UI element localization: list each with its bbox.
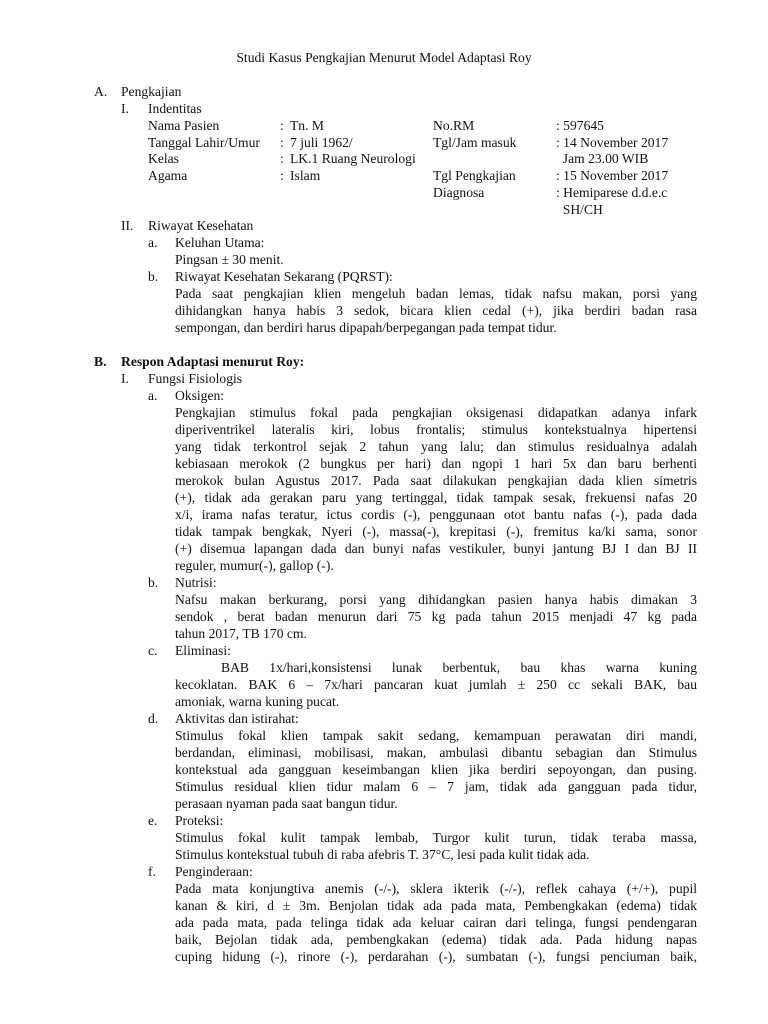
identity-value-2: : 15 November 2017 bbox=[556, 168, 669, 183]
paragraph-line: berdandan, eliminasi, mobilisasi, makan, ambulasi dibantu sebagian dan Stimulus bbox=[175, 745, 697, 760]
identity-label: Agama bbox=[148, 168, 188, 183]
item-heading: Oksigen: bbox=[175, 388, 225, 403]
history-heading: Riwayat Kesehatan bbox=[148, 218, 254, 233]
identity-label: Tanggal Lahir/Umur bbox=[148, 135, 260, 150]
chief-complaint-heading: Keluhan Utama: bbox=[175, 235, 265, 250]
identity-value-2: SH/CH bbox=[556, 202, 603, 217]
identity-value: 7 juli 1962/ bbox=[290, 135, 353, 150]
history-marker: II. bbox=[121, 218, 134, 233]
identity-separator: : bbox=[280, 135, 284, 150]
identity-value-2: : 14 November 2017 bbox=[556, 135, 669, 150]
identity-separator: : bbox=[280, 168, 284, 183]
identity-value: LK.1 Ruang Neurologi bbox=[290, 151, 416, 166]
paragraph-line: merokok bulan Agustus 2017. Pada saat dilakukan pengkajian dada klien simetris bbox=[175, 473, 697, 488]
paragraph-line: Stimulus residual klien tidur malam 6 – 7 jam, tidak ada gangguan pada tidur, bbox=[175, 779, 697, 794]
paragraph-line: Stimulus fokal klien tampak sakit sedang, kemampuan perawatan diri mandi, bbox=[175, 728, 697, 743]
paragraph-line: kanan & kiri, d ± 3m. Benjolan tidak ada pada mata, Pembengkakan (edema) tidak bbox=[175, 898, 697, 913]
paragraph-line: Pada saat pengkajian klien mengeluh badan lemas, tidak nafsu makan, porsi yang bbox=[175, 286, 697, 301]
item-marker: e. bbox=[148, 813, 158, 828]
item-heading: Proteksi: bbox=[175, 813, 224, 828]
identity-label-2: Tgl Pengkajian bbox=[433, 168, 516, 183]
paragraph-line: x/i, irama nafas teratur, ictus cordis (-), penggunaan otot bantu nafas (-), pada dada bbox=[175, 507, 697, 522]
paragraph-line: Pada mata konjungtiva anemis (-/-), sklera ikterik (-/-), reflek cahaya (+/+), pupil bbox=[175, 881, 697, 896]
identity-value-2: : 597645 bbox=[556, 118, 604, 133]
paragraph-line: perasaan nyaman pada saat bangun tidur. bbox=[175, 796, 398, 811]
paragraph-line: BAB 1x/hari,konsistensi lunak berbentuk, bau khas warna kuning bbox=[221, 660, 697, 675]
item-marker: b. bbox=[148, 575, 159, 590]
paragraph-line: kecoklatan. BAK 6 – 7x/hari pancaran kuat jumlah ± 250 cc sekali BAK, bau bbox=[175, 677, 697, 692]
item-heading: Eliminasi: bbox=[175, 643, 231, 658]
item-marker: f. bbox=[148, 864, 156, 879]
physiology-heading: Fungsi Fisiologis bbox=[148, 371, 243, 386]
paragraph-line: reguler, mumur(-), gallop (-). bbox=[175, 558, 334, 573]
current-history-heading: Riwayat Kesehatan Sekarang (PQRST): bbox=[175, 269, 393, 284]
paragraph-line: Stimulus fokal kulit tampak lembab, Turgor kulit turun, tidak teraba massa, bbox=[175, 830, 697, 845]
paragraph-line: baik, Bejolan tidak ada, pembengkakan (edema) tidak ada. Pada hidung napas bbox=[175, 932, 697, 947]
identity-value-2: Jam 23.00 WIB bbox=[556, 151, 649, 166]
paragraph-line: kontekstual ada gangguan keseimbangan klien jika berdiri sepoyongan, dan pusing. bbox=[175, 762, 697, 777]
identity-label: Nama Pasien bbox=[148, 118, 220, 133]
paragraph-line: cuping hidung (-), rinore (-), perdarahan (-), sumbatan (-), fungsi penciuman baik, bbox=[175, 949, 697, 964]
item-marker: a. bbox=[148, 388, 158, 403]
paragraph-line: yang tidak terkontrol sejak 2 tahun yang lalu; dan stimulus residualnya adalah bbox=[175, 439, 697, 454]
identity-heading: Indentitas bbox=[148, 101, 202, 116]
paragraph-line: Nafsu makan berkurang, porsi yang dihidangkan pasien hanya habis dimakan 3 bbox=[175, 592, 697, 607]
paragraph-line: Stimulus kontekstual tubuh di raba afebris T. 37°C, lesi pada kulit tidak ada. bbox=[175, 847, 590, 862]
paragraph-line: amoniak, warna kuning pucat. bbox=[175, 694, 340, 709]
item-marker: d. bbox=[148, 711, 159, 726]
identity-label-2: Tgl/Jam masuk bbox=[433, 135, 517, 150]
identity-separator: : bbox=[280, 118, 284, 133]
chief-complaint-text: Pingsan ± 30 menit. bbox=[175, 252, 284, 267]
item-heading: Penginderaan: bbox=[175, 864, 253, 879]
paragraph-line: diperiventrikel lateralis kiri, lobus frontalis; stimulus kontekstualnya hipertensi bbox=[175, 422, 697, 437]
identity-value-2: : Hemiparese d.d.e.c bbox=[556, 185, 668, 200]
paragraph-line: sempongan, dan berdiri harus dipapah/berpegangan pada tempat tidur. bbox=[175, 320, 557, 335]
physiology-marker: I. bbox=[121, 371, 129, 386]
paragraph-line: tidak tampak bengkak, Nyeri (-), massa(-), krepitasi (-), fremitus ka/ki sama, sonor bbox=[175, 524, 697, 539]
paragraph-line: kebiasaan merokok (2 bungkus per hari) dan ngopi 1 hari 5x dan baru berhenti bbox=[175, 456, 697, 471]
item-heading: Nutrisi: bbox=[175, 575, 217, 590]
identity-label: Kelas bbox=[148, 151, 179, 166]
current-history-marker: b. bbox=[148, 269, 159, 284]
section-a-heading: Pengkajian bbox=[121, 84, 182, 99]
paragraph-line: ada pada mata, pada telinga tidak ada keluar cairan dari telinga, fungsi pendengaran bbox=[175, 915, 697, 930]
identity-label-2: Diagnosa bbox=[433, 185, 485, 200]
chief-complaint-marker: a. bbox=[148, 235, 158, 250]
paragraph-line: Pengkajian stimulus fokal pada pengkajian oksigenasi didapatkan adanya infark bbox=[175, 405, 697, 420]
identity-marker: I. bbox=[121, 101, 129, 116]
paragraph-line: (+), tidak ada gerakan paru yang tertinggal, tidak tampak sesak, frekuensi nafas 20 bbox=[175, 490, 697, 505]
paragraph-line: sendok , berat badan menurun dari 75 kg pada tahun 2015 menjadi 47 kg pada bbox=[175, 609, 697, 624]
identity-label-2: No.RM bbox=[433, 118, 475, 133]
paragraph-line: (+) disemua lapangan dada dan bunyi nafas vestikuler, bunyi jantung BJ I dan BJ II bbox=[175, 541, 697, 556]
paragraph-line: tahun 2017, TB 170 cm. bbox=[175, 626, 307, 641]
identity-value: Islam bbox=[290, 168, 321, 183]
identity-separator: : bbox=[280, 151, 284, 166]
section-a-marker: A. bbox=[94, 84, 108, 99]
paragraph-line: dihidangkan hanya habis 3 sedok, bicara klien cedal (+), jika berdiri badan rasa bbox=[175, 303, 697, 318]
item-heading: Aktivitas dan istirahat: bbox=[175, 711, 299, 726]
section-b-heading: Respon Adaptasi menurut Roy: bbox=[121, 354, 305, 369]
identity-value: Tn. M bbox=[290, 118, 324, 133]
item-marker: c. bbox=[148, 643, 158, 658]
section-b-marker: B. bbox=[94, 354, 107, 369]
document-title: Studi Kasus Pengkajian Menurut Model Adaptasi Roy bbox=[236, 50, 532, 65]
